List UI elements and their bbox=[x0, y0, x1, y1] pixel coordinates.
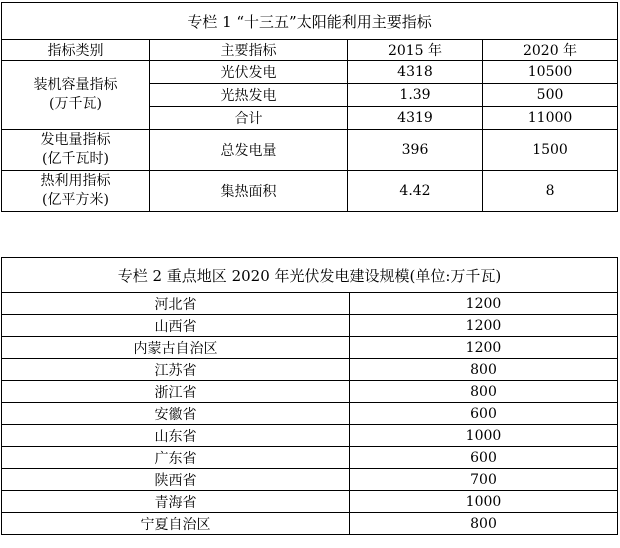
table-row bbox=[2, 293, 618, 315]
category-heat-line1: 热利用指标 bbox=[40, 173, 111, 189]
header-2015: 2015 年 bbox=[348, 40, 483, 61]
header-2020: 2020 年 bbox=[483, 40, 618, 61]
table-row bbox=[2, 425, 618, 447]
value-pv-2020: 10500 bbox=[483, 61, 618, 84]
value-heat-2020: 8 bbox=[483, 171, 618, 212]
region-value: 1000 bbox=[350, 491, 618, 513]
region-name: 青海省 bbox=[2, 491, 350, 513]
value-heat-2015: 4.42 bbox=[348, 171, 483, 212]
region-name: 内蒙古自治区 bbox=[2, 337, 350, 359]
category-generation bbox=[2, 130, 150, 171]
table-row bbox=[2, 337, 618, 359]
region-value: 1200 bbox=[350, 337, 618, 359]
table-row bbox=[2, 403, 618, 425]
table-row bbox=[2, 447, 618, 469]
region-value: 1200 bbox=[350, 315, 618, 337]
region-value: 600 bbox=[350, 447, 618, 469]
regional-pv-table bbox=[1, 257, 618, 535]
header-indicator: 主要指标 bbox=[150, 40, 348, 61]
region-name: 宁夏自治区 bbox=[2, 513, 350, 535]
category-capacity bbox=[2, 61, 150, 130]
value-total-2020: 11000 bbox=[483, 107, 618, 130]
table-row bbox=[2, 315, 618, 337]
header-category: 指标类别 bbox=[2, 40, 150, 61]
region-name: 山东省 bbox=[2, 425, 350, 447]
region-value: 1200 bbox=[350, 293, 618, 315]
table-row bbox=[2, 381, 618, 403]
category-generation-line1: 发电量指标 bbox=[40, 132, 111, 148]
value-total-2015: 4319 bbox=[348, 107, 483, 130]
region-name: 河北省 bbox=[2, 293, 350, 315]
table1-caption: 专栏 1 “十三五”太阳能利用主要指标 bbox=[2, 3, 618, 40]
indicator-pv: 光伏发电 bbox=[150, 61, 348, 84]
category-capacity-line2: (万千瓦) bbox=[49, 96, 102, 112]
indicator-heat: 集热面积 bbox=[150, 171, 348, 212]
value-generation-2020: 1500 bbox=[483, 130, 618, 171]
table-row bbox=[2, 359, 618, 381]
region-name: 安徽省 bbox=[2, 403, 350, 425]
category-heat-line2: (亿平方米) bbox=[42, 192, 109, 208]
regional-rows bbox=[2, 293, 618, 535]
category-capacity-line1: 装机容量指标 bbox=[33, 77, 118, 93]
region-value: 800 bbox=[350, 381, 618, 403]
region-name: 广东省 bbox=[2, 447, 350, 469]
region-value: 700 bbox=[350, 469, 618, 491]
region-value: 800 bbox=[350, 359, 618, 381]
region-value: 800 bbox=[350, 513, 618, 535]
region-name: 陕西省 bbox=[2, 469, 350, 491]
region-value: 1000 bbox=[350, 425, 618, 447]
table-row bbox=[2, 469, 618, 491]
indicator-csp: 光热发电 bbox=[150, 84, 348, 107]
table-row bbox=[2, 491, 618, 513]
region-name: 江苏省 bbox=[2, 359, 350, 381]
value-csp-2020: 500 bbox=[483, 84, 618, 107]
category-generation-line2: (亿千瓦时) bbox=[42, 151, 109, 167]
indicator-total: 合计 bbox=[150, 107, 348, 130]
category-heat bbox=[2, 171, 150, 212]
solar-indicators-table bbox=[1, 2, 618, 212]
table2-caption: 专栏 2 重点地区 2020 年光伏发电建设规模(单位:万千瓦) bbox=[2, 258, 618, 293]
table-row bbox=[2, 513, 618, 535]
region-value: 600 bbox=[350, 403, 618, 425]
value-generation-2015: 396 bbox=[348, 130, 483, 171]
value-csp-2015: 1.39 bbox=[348, 84, 483, 107]
region-name: 山西省 bbox=[2, 315, 350, 337]
value-pv-2015: 4318 bbox=[348, 61, 483, 84]
region-name: 浙江省 bbox=[2, 381, 350, 403]
indicator-generation: 总发电量 bbox=[150, 130, 348, 171]
